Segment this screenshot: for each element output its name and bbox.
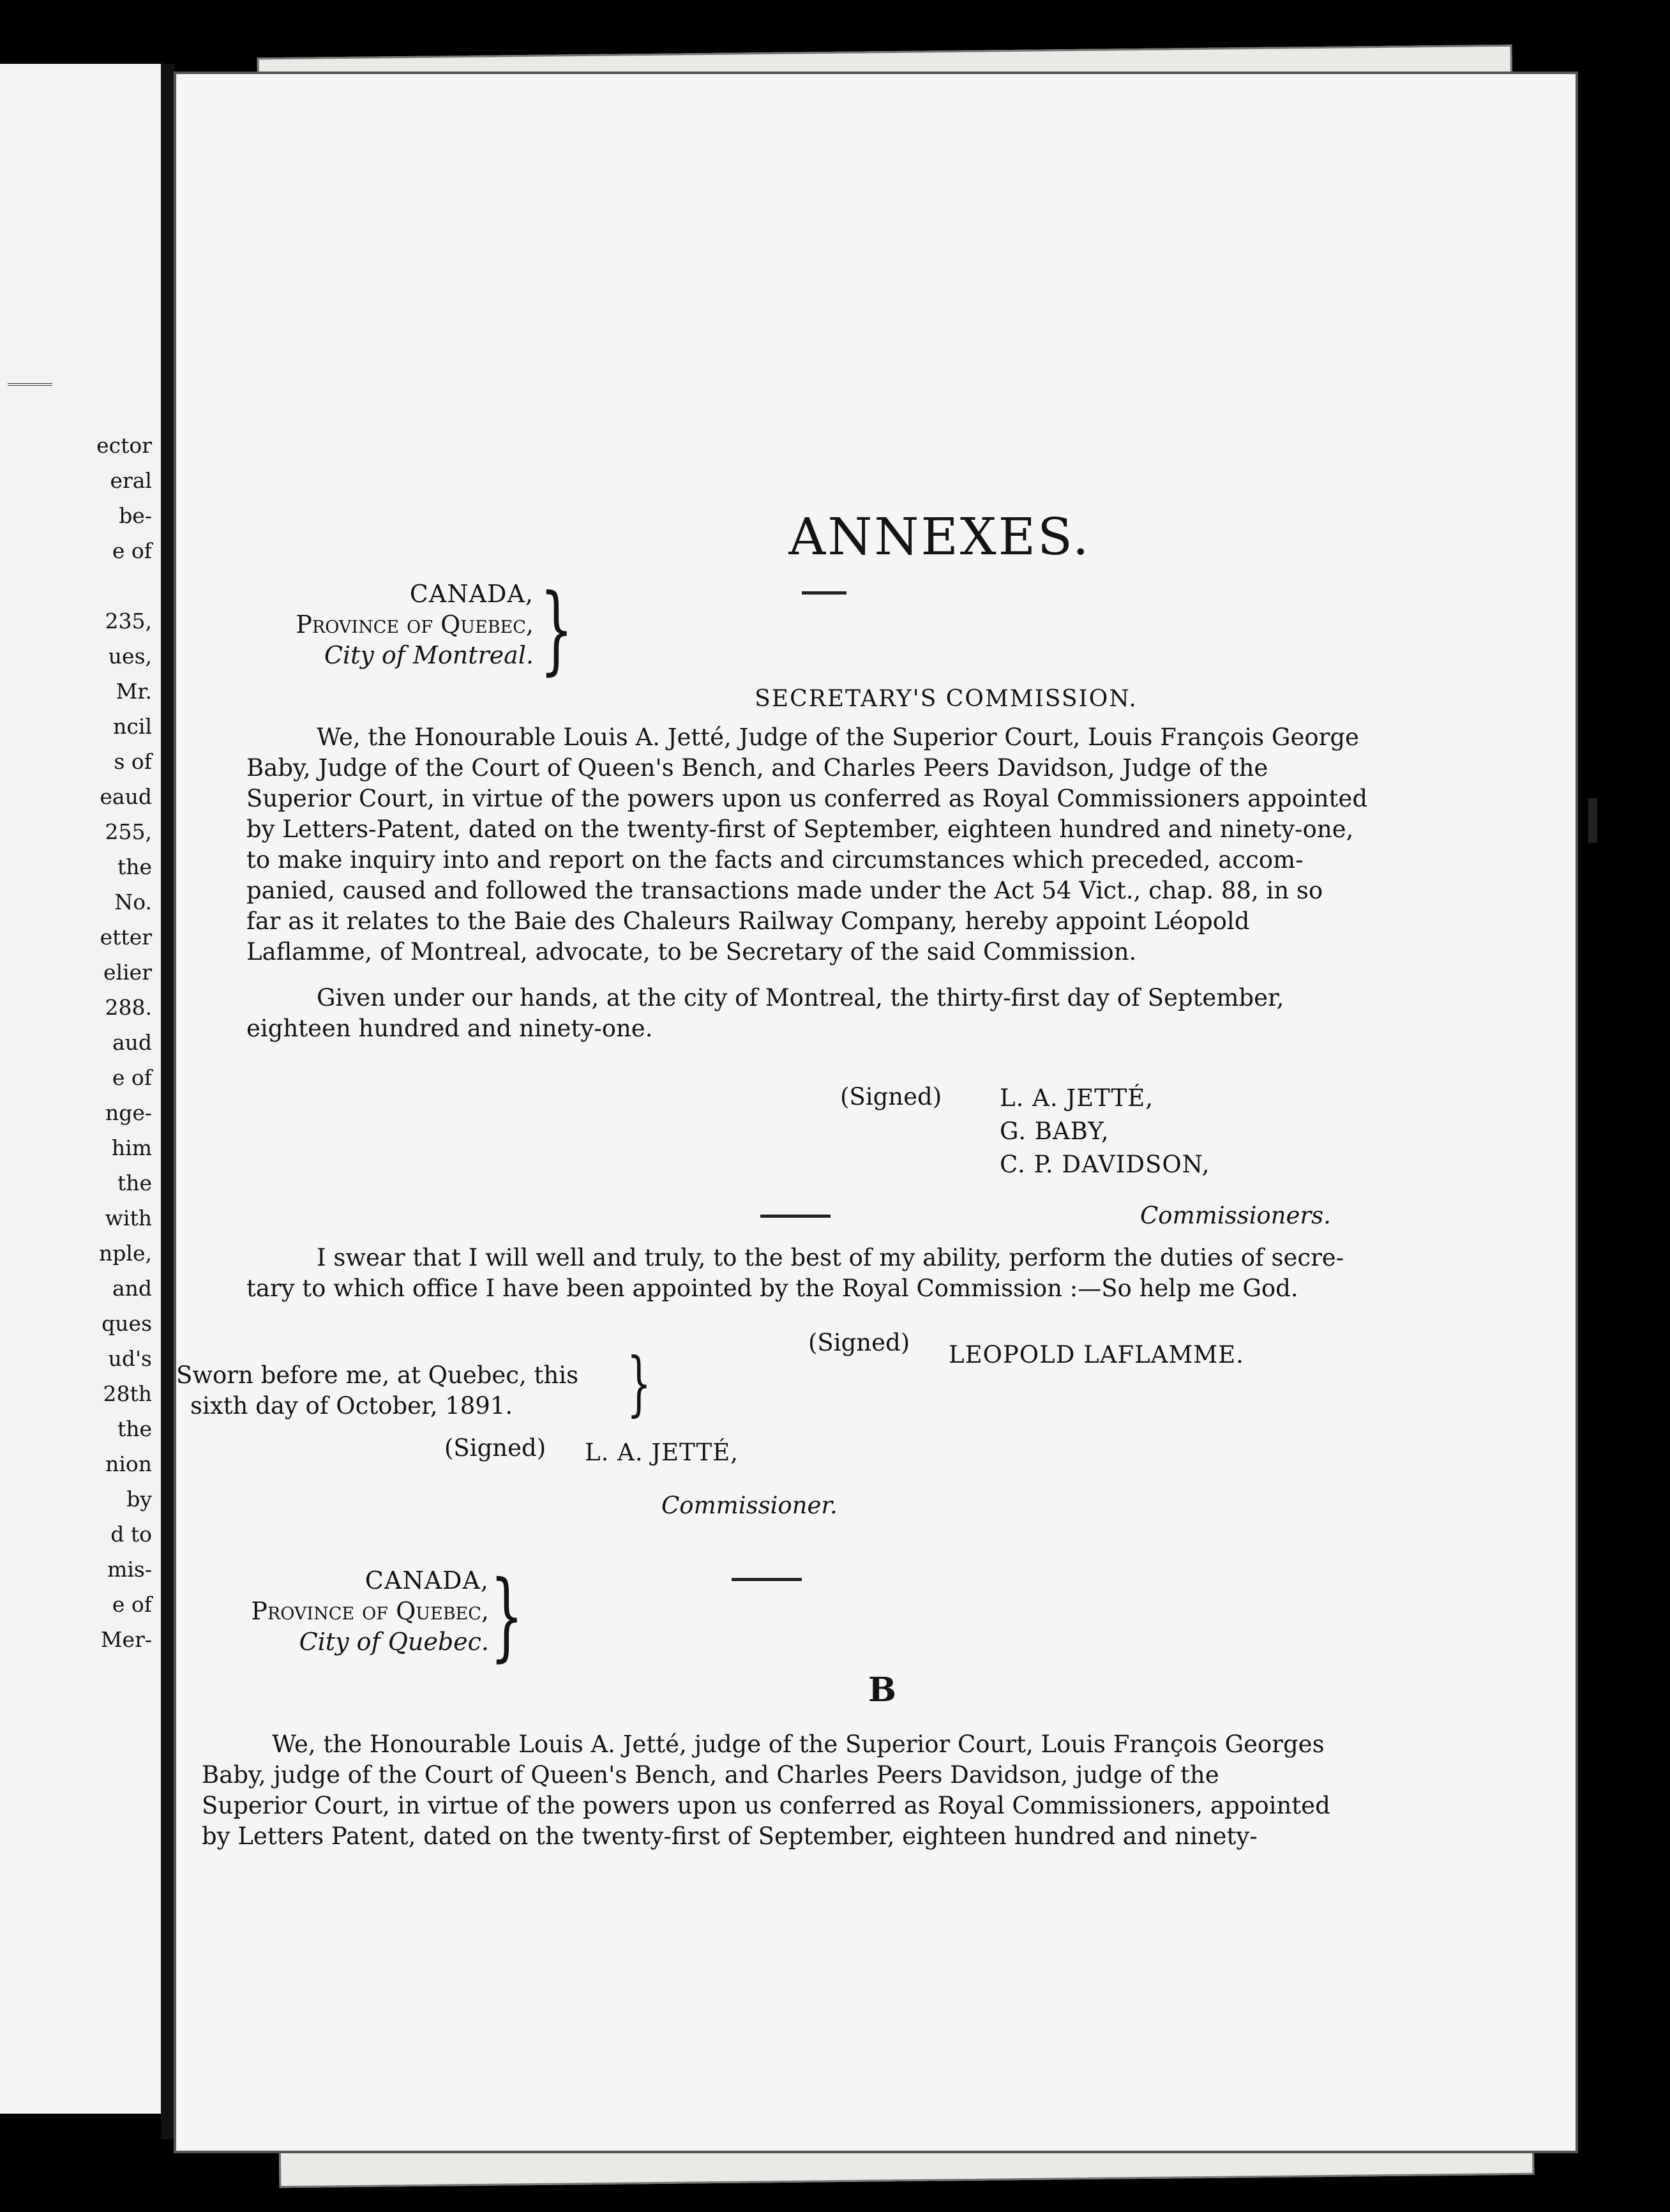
commissioner-signature: G. BABY,	[1000, 1117, 1110, 1145]
facing-page-fragment	[0, 64, 169, 2114]
fragment-line: nge-	[105, 1100, 152, 1125]
brace-symbol: }	[539, 574, 573, 685]
fragment-line: Mr.	[116, 679, 152, 704]
location-city: City of Montreal.	[324, 641, 534, 669]
location-province: Province of Quebec,	[251, 1597, 489, 1625]
text-line: far as it relates to the Baie des Chaleurs Railway Company, hereby appoint Léopold	[246, 907, 1250, 935]
fragment-line: mis-	[107, 1557, 152, 1582]
section-heading-secretary-commission: SECRETARY'S COMMISSION.	[755, 686, 1138, 712]
location-country: CANADA,	[365, 1566, 489, 1595]
fragment-line: 28th	[103, 1381, 152, 1406]
text-line: Baby, Judge of the Court of Queen's Bench, and Charles Peers Davidson, Judge of the	[246, 754, 1268, 782]
oath-signer: LEOPOLD LAFLAMME.	[949, 1341, 1244, 1368]
text-line-content: Given under our hands, at the city of Montreal, the thirty-first day of September,	[317, 984, 1284, 1011]
fragment-line: aud	[112, 1030, 152, 1055]
fragment-line: by	[126, 1487, 152, 1511]
section-divider	[760, 1215, 831, 1218]
fragment-line: 235,	[105, 609, 152, 633]
fragment-line: e of	[112, 538, 152, 563]
document-page	[174, 72, 1578, 2153]
fragment-line: nple,	[99, 1241, 152, 1266]
double-rule	[8, 383, 52, 386]
fragment-line: him	[111, 1135, 152, 1160]
fragment-line: e of	[112, 1592, 152, 1617]
location-block-montreal	[240, 579, 534, 670]
fragment-line: No.	[114, 890, 152, 914]
fragment-line: ues,	[108, 644, 152, 669]
text-line: to make inquiry into and report on the facts and circumstances which preceded, accom-	[246, 846, 1304, 874]
text-line: Superior Court, in virtue of the powers upon us conferred as Royal Commissioners, appointed	[202, 1792, 1330, 1819]
location-country: CANADA,	[409, 580, 534, 608]
fragment-line: ques	[102, 1311, 152, 1336]
fragment-line: s of	[114, 749, 152, 774]
location-block-quebec	[195, 1565, 489, 1657]
text-line: Superior Court, in virtue of the powers upon us conferred as Royal Commissioners appointed	[246, 785, 1368, 812]
text-line	[246, 983, 1421, 1013]
fragment-line: eaud	[100, 784, 152, 809]
fragment-line: d to	[110, 1522, 152, 1547]
fragment-line: with	[105, 1206, 152, 1231]
signed-label: (Signed)	[444, 1434, 546, 1462]
text-line: by Letters-Patent, dated on the twenty-first of September, eighteen hundred and ninety-one,	[246, 815, 1354, 843]
book-binding-shadow	[161, 64, 175, 2139]
oath-paragraph	[246, 1243, 1421, 1304]
page-title-text: ANNEXES.	[788, 507, 1091, 566]
given-paragraph	[246, 983, 1421, 1044]
fragment-line: 288.	[105, 995, 152, 1020]
text-line: eighteen hundred and ninety-one.	[246, 1015, 653, 1042]
fragment-line: Mer-	[100, 1627, 152, 1652]
section-divider	[732, 1578, 802, 1581]
fragment-line: be-	[119, 503, 152, 528]
facing-page-text	[0, 428, 152, 1657]
brace-symbol: }	[490, 1561, 523, 1672]
signed-label: (Signed)	[808, 1329, 910, 1356]
text-line	[246, 722, 1421, 753]
page-edge-mark	[1588, 798, 1597, 843]
commission-paragraph	[246, 722, 1421, 967]
title-divider	[802, 591, 846, 595]
text-line	[202, 1729, 1376, 1760]
sworn-block	[176, 1360, 661, 1421]
brace-symbol: }	[626, 1342, 652, 1424]
text-line-content: We, the Honourable Louis A. Jetté, Judge of the Superior Court, Louis François George	[317, 723, 1359, 751]
text-line: tary to which office I have been appointed by the Royal Commission :—So help me God.	[246, 1275, 1298, 1302]
fragment-line: etter	[100, 925, 152, 950]
commissioner-label: Commissioner.	[661, 1492, 838, 1519]
text-line: sixth day of October, 1891.	[190, 1392, 513, 1420]
commissioner-signature: C. P. DAVIDSON,	[1000, 1151, 1210, 1178]
section-b-paragraph	[202, 1729, 1376, 1852]
text-line-content: I swear that I will well and truly, to the best of my ability, perform the duties of secre-	[317, 1244, 1344, 1271]
page-title	[176, 507, 1576, 566]
text-line: Sworn before me, at Quebec, this	[176, 1361, 579, 1389]
fragment-line: e of	[112, 1065, 152, 1090]
location-city: City of Quebec.	[299, 1628, 489, 1656]
fragment-line: ector	[96, 433, 152, 458]
text-line-content: We, the Honourable Louis A. Jetté, judge of the Superior Court, Louis François Georges	[272, 1731, 1325, 1758]
text-line: Baby, judge of the Court of Queen's Bench, and Charles Peers Davidson, judge of the	[202, 1761, 1219, 1789]
location-province: Province of Quebec,	[296, 610, 534, 639]
fragment-line	[0, 568, 152, 603]
fragment-line: elier	[103, 960, 152, 985]
signed-label: (Signed)	[840, 1083, 942, 1110]
fragment-line: the	[117, 854, 152, 879]
text-line	[246, 1243, 1421, 1273]
sworn-signer: L. A. JETTÉ,	[585, 1439, 739, 1466]
fragment-line: 255,	[105, 819, 152, 844]
fragment-line: nion	[105, 1451, 152, 1476]
fragment-line: ncil	[113, 714, 152, 739]
text-line: by Letters Patent, dated on the twenty-first of September, eighteen hundred and ninety-	[202, 1822, 1258, 1850]
fragment-line: and	[112, 1276, 152, 1301]
fragment-line: the	[117, 1170, 152, 1195]
text-line: Laflamme, of Montreal, advocate, to be Secretary of the said Commission.	[246, 938, 1137, 966]
fragment-line: the	[117, 1416, 152, 1441]
text-line: panied, caused and followed the transactions made under the Act 54 Vict., chap. 88, in so	[246, 877, 1323, 904]
commissioner-signature: L. A. JETTÉ,	[1000, 1084, 1154, 1112]
section-letter-b: B	[868, 1670, 896, 1709]
commissioners-label: Commissioners.	[1140, 1202, 1331, 1229]
fragment-line: ud's	[108, 1346, 152, 1371]
fragment-line: eral	[110, 468, 152, 493]
